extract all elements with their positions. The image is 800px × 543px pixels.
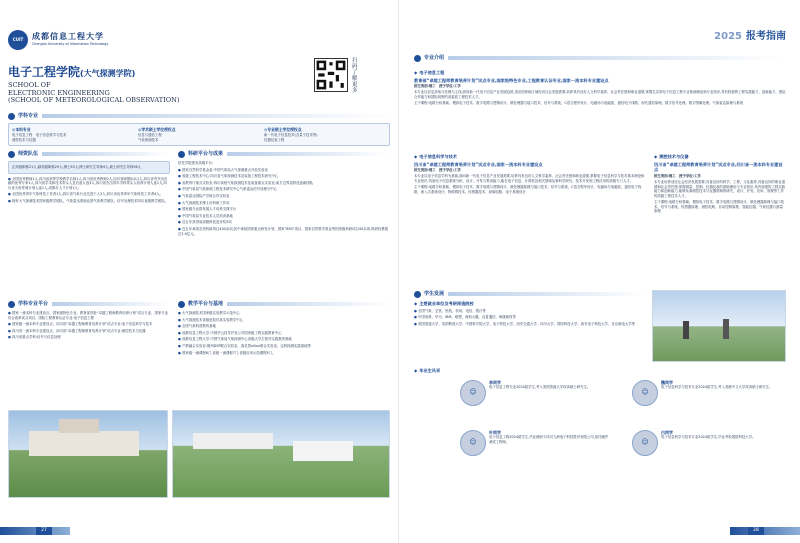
major-tags: 教育部“卓越工程师教育培养计划”试点专业,国家级特色专业,工程教育认证专业,国家一流本科专业建设点 (414, 77, 609, 83)
growth-icon (414, 291, 421, 298)
faculty-item: ● 拥有大气探测技术国家级教学团队、气象雷达系统业国气象教学团队、信号处理技术四川省级教学团队。 (8, 198, 169, 203)
avatar: ☺ (460, 430, 486, 456)
development-subheader: 主要就业单位及考研深造院校 (419, 301, 474, 306)
teaching-item: ● 产教融合实验室:德州DSP联合实验室、赛灵思xilinx联合实验室、定科探测实践基地等 (178, 343, 311, 348)
research-item: ● 国家级专业群发展人才培养支撑平台 (178, 207, 237, 212)
major-category: 招生类别:理工 授予学位:工学 (654, 174, 701, 179)
platform-section (8, 300, 170, 342)
qr-caption: 扫码了解更多 (352, 58, 358, 95)
campus-photo (8, 410, 168, 498)
teaching-item: ● 全国气象科普教育基地 (178, 324, 216, 329)
major-courses: 主干课程:电路分析基础、模拟电子技术、数字电路与逻辑设计、微处理器原理与接口技术、信号与系统、C语言程序设计、电磁场与电磁波、通信电子线路、嵌入式系统设计、物联网技术、传感器技术、射频电路、电子系统设计 (414, 185, 642, 194)
platform-item: ● 国家级一流本科专业建设点、四川省“卓越工程师教育培养计划”试点专业:电子信息科学与技术 (8, 322, 153, 327)
research-item: ● 国家自然科学基金委:中国气象局大气探测重点开放实验室 (178, 167, 268, 172)
section-header: 学科专业平台 (18, 300, 49, 307)
platform-item: ● 国家一流本科专业建设点、国家级特色专业、教育部首批“卓越工程师教育培养计划”试点专业、国家专业综合改革试点项目、国际工程教育认证专业:电子信息工程 (8, 311, 169, 320)
alumni-card (632, 430, 782, 456)
section-header: 专业介绍 (424, 54, 445, 61)
major-category: 招生类别:理工 授予学位:工学 (414, 168, 461, 173)
major-intro: 本专业以电子信息学科为基础,面向新一代电子信息产业发展需要,培养具有良好人文科学素养、社会责任感和职业道德,掌握电子信息科学与技术基本理论和专业知识,具备电子信息系统分析、设计、开发与集成能力,能在电子信息、计算机及相关领域从事科学研究、技术开发和工程应用的高级专门人才。 (414, 174, 645, 184)
college-title (8, 64, 135, 80)
discipline-group (12, 127, 134, 142)
college-title-sub: (大气探测学院) (80, 69, 136, 78)
research-intro: 依托学院建有高端平台: (178, 161, 214, 165)
platform-item: ● 四川省一流本科专业建设点、四川省“卓越工程师教育培养计划”试点专业:测控技术与仪器 (8, 328, 146, 333)
college-name-en (8, 82, 238, 105)
major-name: 测控技术与仪器 (659, 154, 689, 159)
college-title-cn: 电子工程学院 (8, 65, 81, 79)
faculty-item: ● 全国优秀青年气象科技工作者1人,四川省气象行业先进个人3人,四川省优秀青年气象科技工作者4人。 (8, 192, 164, 197)
qr-code-icon[interactable] (314, 58, 348, 92)
major-courses: 主干课程:电路分析基础、模拟电子技术、数字电路与逻辑设计、微处理器原理与接口技术、信号与系统、传感器原理、测控电路、自动控制原理、智能仪器、气象仪器与测量原理 (654, 199, 784, 214)
college-en-line: (SCHOOL OF METEOROLOGICAL OBSERVATION) (8, 96, 180, 105)
alumni-section: ◆ 毕业生风采 (414, 368, 441, 373)
major-card: ◆ 电子信息科学与技术 四川省“卓越工程师教育培养计划”试点专业,国家一流本科专业建设点 招生类别:理工 授予学位:工学 本专业以电子信息学科为基础,面向新一代电子信息产业发展需要,培养具有良好人文科学素养、社会责任感和职业道德,掌握电子信息科学与技术基本理论和专业知识,具备电子信息系统分析、设计、开发与集成能力,能在电子信息、计算机及相关领域从事科学研究、技术开发和工程应用的高级专门人才。 主干课程:电路分析基础、模拟电子技术、数字电路与逻辑设计、微处理器原理与接口技术、信号与系统、C语言程序设计、电磁场与电磁波、通信电子线路、嵌入式系统设计、物联网技术、传感器技术、射频电路、电子系统设计 (414, 154, 645, 194)
avatar: ☺ (460, 380, 486, 406)
research-section (178, 150, 390, 238)
platform-item: ● 四川省重点学科:信号与信息处理 (8, 335, 61, 340)
avatar: ☺ (632, 430, 658, 456)
teaching-item: ● 成都信息工程大学-中国气象局气象探测中心省级大学生校外实践教育基地 (178, 337, 292, 342)
footer-strip (730, 527, 800, 535)
alumni-desc: 电子信息工程专业2024届学生,考入美国普渡大学攻读硕士研究生。 (489, 385, 591, 390)
research-item: ● 大气探测技术博士后科研工作站 (178, 200, 230, 205)
development-section: 学生发展 ◆ 主要就业单位及考研深造院校 ● 全国气象、空管、民航、机场、电信、银行等 ● 中国电科、华为、IBM、联想、深圳大疆、迈普通信、海康威视等 ● 美国普渡大学、英国利兹大学、中国科学院大学、电子科技大学、西安交通大学、四川大学、国防科技大学、西安电子科技大学、北京邮电大学等 (414, 290, 646, 328)
major-card: ◆ 测控技术与仪器 四川省“卓越工程师教育培养计划”试点专业,四川省一流本科专业建设点 招生类别:理工 授予学位:工学 本专业培养适应社会经济发展需要,具备良好的科学、工程、文化素养,具备良好的职业道德和社会责任感,掌握测量、控制、仪器仪表的基础理论与专业知识,具有较强的工程实践能力和创新能力,能够从事测控技术与仪器领域的研究、设计、开发、应用、管理等工作的高级工程技术人才。 主干课程:电路分析基础、模拟电子技术、数字电路与逻辑设计、微处理器原理与接口技术、信号与系统、传感器原理、测控电路、自动控制原理、智能仪器、气象仪器与测量原理 (654, 154, 785, 214)
discipline-line: 新一代电子信息技术(含量子技术等) (264, 133, 318, 138)
students-field-photo (652, 290, 786, 362)
research-item: ● 中国气象局气象探测工程技术研究中心气象雷达信号处理分中心 (178, 187, 277, 192)
alumni-header: 毕业生风采 (419, 368, 441, 373)
alumni-card (460, 380, 610, 406)
research-item: ● 气象雷达国际产学研合作实验室 (178, 193, 230, 198)
page-number: 27 (36, 527, 52, 535)
section-header: 学科专业 (18, 112, 39, 119)
page-number: 28 (748, 527, 764, 535)
discipline-line: 测控技术与仪器 (12, 137, 36, 142)
major-tags: 四川省“卓越工程师教育培养计划”试点专业,四川省一流本科专业建设点 (654, 161, 783, 173)
discipline-group-title: ◎学术硕士学位授权点 (138, 127, 176, 132)
guide-header (714, 30, 786, 44)
left-page (0, 0, 399, 543)
observation-field-photo (172, 410, 390, 498)
faculty-section (8, 150, 170, 206)
section-header: 科研平台与成果 (188, 150, 224, 157)
discipline-line: 信息与通信工程 (138, 133, 162, 138)
faculty-item: ● 全国优秀教师1人,四川省高等学校教学名师1人,四川省优秀教师2人,四川省师德标兵1人,四川省有突出贡献的优秀专家1人,四川省学术和技术带头人及后备人选3人,四川省杰出青年学科带头人培养计划人选1人,四川省天府青城计划人选1人,成都市人才计划1人; (8, 176, 168, 190)
major-category: 招生类别:理工 授予学位:工学 (414, 84, 461, 89)
development-item: ● 中国电科、华为、IBM、联想、深圳大疆、迈普通信、海康威视等 (414, 315, 516, 320)
avatar: ☺ (632, 380, 658, 406)
discipline-group (264, 127, 386, 142)
grad-cap-icon (178, 301, 185, 308)
major-card: ◆ 电子信息工程 教育部“卓越工程师教育培养计划”试点专业,国家级特色专业,工程教育认证专业,国家一流本科专业建设点 招生类别:理工 授予学位:工学 本专业以信息获取与处理为主线,面向新一代电子信息产业发展趋势,适应国家和区域经济社会发展需要,培养具有良好人文科学素养、社会责任感和职业道德,掌握扎实的电子信息工程专业基础理论和专业知识,具有较强的工程实践能力、创新能力、团队合作能力和国际视野的高素质工程技术人才。 主干课程:电路分析基础、模拟电子技术、数字电路与逻辑设计、微处理器与接口技术、信号与系统、C语言程序设计、电磁场与电磁波、通信电子线路、现代通信原理、数字信号处理、数字图像处理、气象雷达原理与系统 (414, 70, 786, 106)
major-intro: 本专业培养适应社会经济发展需要,具备良好的科学、工程、文化素养,具备良好的职业道德和社会责任感,掌握测量、控制、仪器仪表的基础理论与专业知识,具有较强的工程实践能力和创新能力,能够从事测控技术与仪器领域的研究、设计、开发、应用、管理等工作的高级工程技术人才。 (654, 180, 785, 198)
disciplines-section (8, 112, 390, 146)
development-item: ● 全国气象、空管、民航、机场、电信、银行等 (414, 308, 486, 313)
research-item: ● 省教育厅重点实验室:四川高校气象探测技术及装备重点实验室;南方边界层科技创新团队 (178, 180, 314, 185)
major-name: 电子信息工程 (419, 70, 445, 75)
discipline-line: 电子信息工程 电子信息科学与技术 (12, 133, 67, 138)
alumni-name: 叶同学 (489, 430, 501, 435)
university-name-en: Chengdu University of Information Technology (32, 42, 109, 46)
teaching-item: ● 成都信息工程大学-中国华云技术开发公司国家级工程实践教育中心 (178, 330, 282, 335)
teaching-item: ● 大气探测技术省级虚拟仿真实验教学中心 (178, 317, 244, 322)
people-icon (8, 151, 15, 158)
alumni-card (460, 430, 610, 456)
major-tags: 四川省“卓越工程师教育培养计划”试点专业,国家一流本科专业建设点 (414, 161, 543, 167)
disciplines-box (8, 123, 390, 146)
research-item: ● 近五年获得省部级科技进步奖5项 (178, 220, 232, 225)
major-name: 电子信息科学与技术 (419, 154, 457, 159)
building-icon (8, 301, 15, 308)
alumni-desc: 电子信息科学与技术专业2024届学生,考入香港中文大学攻读硕士研究生。 (661, 385, 773, 390)
alumni-desc: 电子信息工程2024届学生,毕业就职于四川九洲电子科技股份有限公司,担任硬件测试工程师。 (489, 435, 609, 444)
guide-year: 2025 (714, 31, 742, 42)
alumni-name: 白同学 (661, 430, 673, 435)
footer-strip (0, 527, 70, 535)
discipline-group (138, 127, 260, 142)
university-name-cn: 成都信息工程大学 (32, 31, 104, 41)
teaching-item: ● 国家级一流课程6门,省级一流课程7门,省级应用示范课程5门。 (178, 350, 276, 355)
research-item: ● 省级工程技术中心:四川省气象探测技术及装备工程技术研究中心 (178, 174, 279, 179)
college-en-line: ELECTRONIC ENGINEERING (8, 88, 110, 97)
alumni-name: 李同学 (489, 380, 501, 385)
research-item: ● 中国气象局专业技术人员培训基地 (178, 213, 233, 218)
major-courses: 主干课程:电路分析基础、模拟电子技术、数字电路与逻辑设计、微处理器与接口技术、信号与系统、C语言程序设计、电磁场与电磁波、通信电子线路、现代通信原理、数字信号处理、数字图像处理、气象雷达原理与系统 (414, 101, 744, 106)
book-open-icon (414, 55, 421, 62)
faculty-highlight: 正高级职称21人;副高级职称29人;博士53人;博士研究生导师4人,硕士研究生导师56人 (8, 161, 170, 174)
section-header: 教学平台与基地 (188, 300, 224, 307)
section-header: 师资队伍 (18, 150, 39, 157)
alumni-name: 魏同学 (661, 380, 673, 385)
university-logo-icon: CUIT (8, 30, 28, 50)
teaching-item: ● 大气探测技术国家级实验教学示范中心 (178, 311, 240, 315)
research-item: ● 近五年承担各类科研项目430余项,其中承担国家重点研发计划、国家“863”项目、国家自然科学基金等国家级科研项目40余项,科研经费超过1.4亿元。 (178, 226, 389, 236)
college-en-line: SCHOOL OF (8, 81, 51, 89)
guide-title: 报考指南 (746, 31, 786, 42)
flask-icon (178, 151, 185, 158)
discipline-group-title: ◎专业硕士学位授权点 (264, 127, 302, 132)
majors-section (414, 54, 786, 65)
right-page (400, 0, 800, 543)
discipline-line: 仪器仪表工程 (264, 137, 285, 142)
teaching-section (178, 300, 390, 357)
alumni-desc: 电子信息科学与技术专业2024届学生,毕业考取国防科技大学。 (661, 435, 756, 440)
book-icon (8, 113, 15, 120)
alumni-card (632, 380, 782, 406)
section-header: 学生发展 (424, 290, 445, 297)
development-item: ● 美国普渡大学、英国利兹大学、中国科学院大学、电子科技大学、西安交通大学、四川大学、国防科技大学、西安电子科技大学、北京邮电大学等 (414, 321, 636, 326)
discipline-group-title: ◎本科专业 (12, 127, 31, 132)
major-intro: 本专业以信息获取与处理为主线,面向新一代电子信息产业发展趋势,适应国家和区域经济社会发展需要,培养具有良好人文科学素养、社会责任感和职业道德,掌握扎实的电子信息工程专业基础理论和专业知识,具有较强的工程实践能力、创新能力、团队合作能力和国际视野的高素质工程技术人才。 (414, 90, 786, 100)
discipline-line: 气象探测技术 (138, 137, 159, 142)
